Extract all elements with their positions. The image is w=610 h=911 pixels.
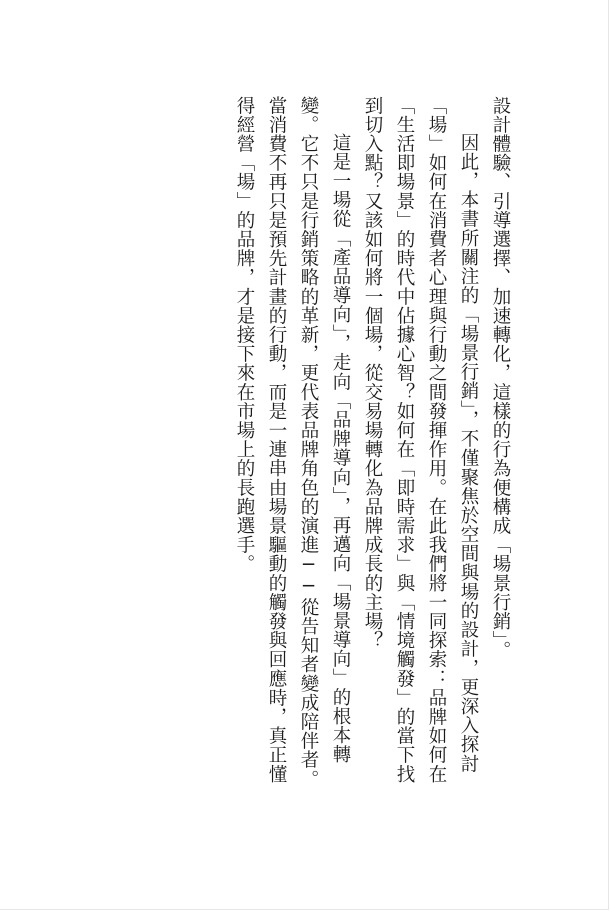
paragraph-fundamental-shift: 這是一場從「產品導向」，走向「品牌導向」，再邁向「場景導向」的根本轉變。它不只是行銷策略的革新，更代表品牌角色的演進──從告知者變成陪伴者。當消費不再只是預先計畫的行動，而是一連串由場景驅動的觸發與回應時，真正懂得經營「場」的品牌，才是接下來在市場上的長跑選手。 <box>234 96 351 789</box>
vertical-text-body <box>228 96 516 796</box>
paragraph-scene-marketing-focus: 因此，本書所關注的「場景行銷」，不僅聚焦於空間與場的設計，更深入探討「場」如何在消費者心理與行動之間發揮作用。在此我們將一同探索：品牌如何在「生活即場景」的時代中佔據心智？如何在「即時需求」與「情境觸發」的當下找到切入點？又該如何將一個場，從交易場轉化為品牌成長的主場？ <box>362 96 479 784</box>
paragraph-continued: 設計體驗、引導選擇、加速轉化，這樣的行為便構成「場景行銷」。 <box>490 96 511 660</box>
